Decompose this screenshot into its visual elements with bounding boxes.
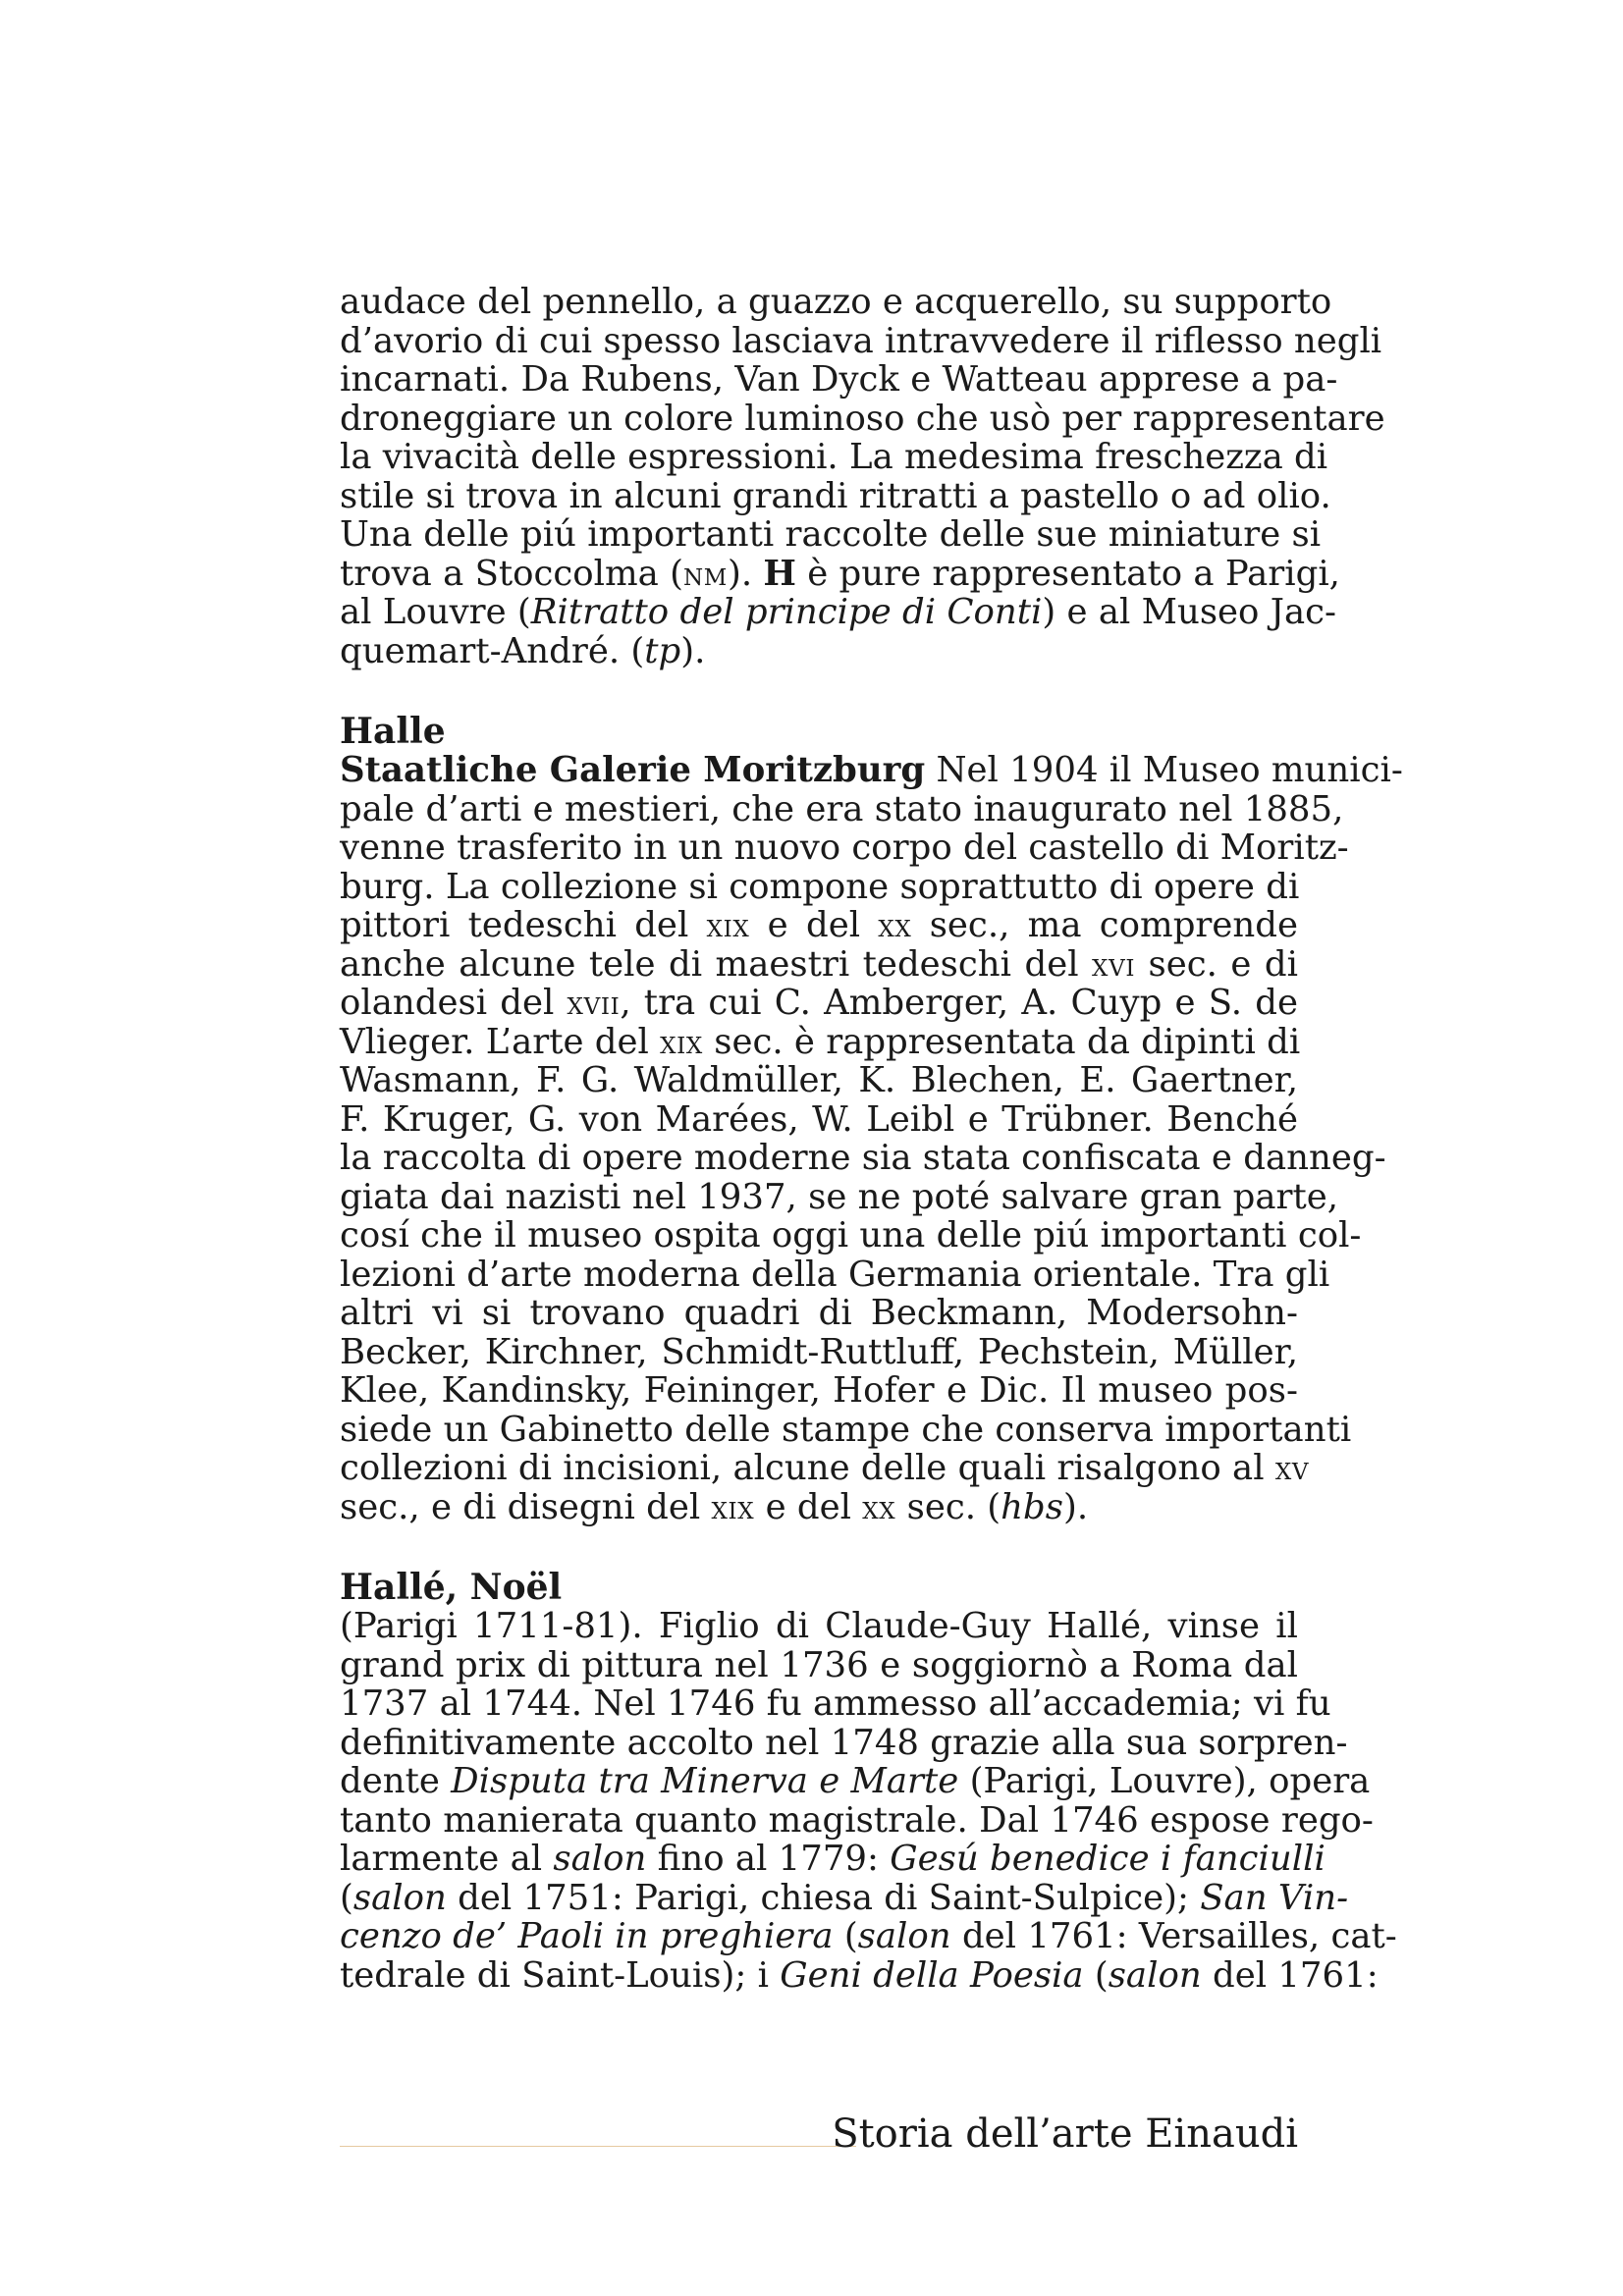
- text-line: [340, 320, 1382, 361]
- italic-text: salon: [857, 1916, 951, 1956]
- text-line: [340, 1916, 1397, 1956]
- text-line: [340, 868, 1298, 907]
- text-line: [340, 1100, 1298, 1140]
- text-run: e del: [754, 1486, 863, 1527]
- text-line: [340, 1333, 1298, 1372]
- text-run: (: [1083, 1954, 1109, 1996]
- text-run: Becker, Kirchner, Schmidt-Ruttluff, Pechstein, Müller,: [340, 1331, 1298, 1372]
- bold-text: H: [763, 553, 796, 594]
- text-run: grand prix di pittura nel 1736 e soggiornò a Roma dal: [340, 1644, 1298, 1685]
- text-line: [340, 945, 1298, 985]
- smallcaps-text: nm: [682, 555, 728, 593]
- text-run: Vlieger. L’arte del: [340, 1021, 661, 1062]
- text-line: [340, 1954, 1379, 1996]
- text-run: droneggiare un colore luminoso che usò per rappresentare: [340, 398, 1385, 439]
- smallcaps-text: xix: [660, 1023, 703, 1061]
- text-line: [340, 1138, 1386, 1178]
- text-run: del 1761: Versailles, cat-: [950, 1916, 1397, 1956]
- text-line: [340, 906, 1298, 945]
- footer-title: Storia dell’arte Einaudi: [832, 2111, 1298, 2157]
- footer-rule: [340, 2146, 856, 2147]
- text-run: Wasmann, F. G. Waldmüller, K. Blechen, E. Gaertner,: [340, 1060, 1298, 1100]
- italic-text: tp: [644, 630, 681, 671]
- italic-text: Geni della Poesia: [780, 1954, 1084, 1996]
- text-line: [340, 1683, 1331, 1724]
- text-run: la vivacità delle espressioni. La medesima freschezza di: [340, 437, 1328, 477]
- text-run: sec. è rappresentata da dipinti di: [702, 1021, 1301, 1062]
- smallcaps-text: xv: [1274, 1450, 1310, 1487]
- text-run: venne trasferito in un nuovo corpo del castello di Moritz-: [340, 828, 1349, 868]
- smallcaps-text: xx: [862, 1488, 896, 1526]
- section-halle-noel: [340, 1567, 1397, 1996]
- text-run: siede un Gabinetto delle stampe che conserva importanti: [340, 1409, 1352, 1450]
- text-line: [340, 1254, 1330, 1295]
- text-line: [340, 1176, 1339, 1217]
- italic-text: salon: [352, 1877, 447, 1918]
- text-run: sec., e di disegni del: [340, 1486, 712, 1527]
- page-footer: [340, 2109, 1298, 2167]
- text-run: (Parigi, Louvre), opera: [958, 1761, 1371, 1801]
- text-line: [340, 553, 1340, 594]
- text-line: [340, 1761, 1371, 1801]
- italic-text: Ritratto del principe di Conti: [530, 592, 1043, 632]
- text-run: e del: [749, 905, 879, 945]
- text-line: [340, 750, 1403, 790]
- text-line: [340, 1061, 1298, 1100]
- smallcaps-text: xvi: [1092, 945, 1136, 984]
- text-run: incarnati. Da Rubens, Van Dyck e Watteau apprese a pa-: [340, 359, 1338, 400]
- bold-text: Staatliche Galerie Moritzburg: [340, 750, 926, 790]
- text-line: [340, 1021, 1301, 1062]
- italic-text: salon: [553, 1839, 647, 1879]
- text-run: (: [833, 1916, 858, 1956]
- text-run: collezioni di incisioni, alcune delle quali risalgono al: [340, 1448, 1275, 1488]
- text-run: è pure rappresentato a Parigi,: [795, 553, 1340, 594]
- text-line: [340, 1839, 1325, 1879]
- italic-text: cenzo de’ Paoli in preghiera: [340, 1916, 834, 1956]
- text-line: [340, 1722, 1348, 1763]
- text-run: Klee, Kandinsky, Feininger, Hofer e Dic. Il museo pos-: [340, 1370, 1298, 1411]
- text-run: ).: [1062, 1486, 1089, 1527]
- page-body: [340, 282, 1403, 1996]
- italic-text: hbs: [1001, 1486, 1063, 1527]
- text-run: 1737 al 1744. Nel 1746 fu ammesso all’accademia; vi fu: [340, 1683, 1331, 1724]
- text-run: ) e al Museo Jac-: [1042, 592, 1336, 632]
- section-halle: [340, 711, 1403, 1527]
- text-run: burg. La collezione si compone soprattutto di opere di: [340, 866, 1300, 907]
- section-heading: Hallé, Noël: [340, 1567, 563, 1608]
- text-run: giata dai nazisti nel 1937, se ne poté salvare gran parte,: [340, 1176, 1339, 1217]
- text-line: [340, 828, 1349, 868]
- text-line: [340, 1646, 1298, 1685]
- italic-text: salon: [1108, 1954, 1202, 1996]
- text-line: [340, 592, 1336, 632]
- text-run: definitivamente accolto nel 1748 grazie alla sua sorpren-: [340, 1722, 1348, 1763]
- text-run: tedrale di Saint-Louis); i: [340, 1954, 781, 1996]
- smallcaps-text: xvii: [567, 985, 621, 1022]
- text-run: Nel 1904 il Museo munici-: [925, 750, 1403, 790]
- smallcaps-text: xix: [706, 907, 750, 944]
- text-line: [340, 1371, 1298, 1411]
- text-run: cosí che il museo ospita oggi una delle piú importanti col-: [340, 1215, 1362, 1255]
- text-run: anche alcune tele di maestri tedeschi del: [340, 943, 1093, 985]
- text-line: [340, 398, 1385, 439]
- text-run: ).: [680, 630, 706, 671]
- text-line: [340, 1877, 1349, 1918]
- text-line: [340, 1799, 1374, 1841]
- text-line: [340, 1294, 1298, 1333]
- text-run: del 1761:: [1201, 1954, 1379, 1996]
- text-run: tanto manierata quanto magistrale. Dal 1746 espose rego-: [340, 1799, 1374, 1841]
- text-run: (Parigi 1711-81). Figlio di Claude-Guy Hallé, vinse il: [340, 1606, 1298, 1646]
- text-line: [340, 1488, 1298, 1527]
- smallcaps-text: xx: [878, 907, 912, 944]
- text-run: pale d’arti e mestieri, che era stato inaugurato nel 1885,: [340, 788, 1344, 829]
- text-run: lezioni d’arte moderna della Germania orientale. Tra gli: [340, 1254, 1330, 1295]
- text-line: [340, 1448, 1310, 1488]
- text-run: sec. (: [895, 1486, 1001, 1527]
- italic-text: Gesú benedice i fanciulli: [890, 1839, 1325, 1879]
- text-run: (: [340, 1877, 353, 1918]
- text-run: Una delle piú importanti raccolte delle sue miniature si: [340, 514, 1322, 555]
- text-line: [340, 632, 1298, 671]
- text-run: dente: [340, 1761, 452, 1801]
- text-run: olandesi del: [340, 983, 568, 1023]
- italic-text: San Vin-: [1200, 1877, 1349, 1918]
- text-run: audace del pennello, a guazzo e acquerello, su supporto: [340, 282, 1332, 322]
- text-line: [340, 514, 1322, 555]
- text-run: la raccolta di opere moderne sia stata confiscata e danneg-: [340, 1138, 1386, 1178]
- text-run: sec. e di: [1135, 943, 1298, 985]
- text-run: quemart-André. (: [340, 630, 645, 671]
- text-run: F. Kruger, G. von Marées, W. Leibl e Trübner. Benché: [340, 1098, 1298, 1140]
- text-line: [340, 437, 1328, 477]
- text-run: fino al 1779:: [646, 1839, 891, 1879]
- text-run: del 1751: Parigi, chiesa di Saint-Sulpice);: [446, 1877, 1201, 1918]
- text-run: larmente al: [340, 1839, 554, 1879]
- text-run: , tra cui C. Amberger, A. Cuyp e S. de: [620, 983, 1298, 1023]
- text-run: d’avorio di cui spesso lasciava intravvedere il riflesso negli: [340, 320, 1382, 361]
- text-line: [340, 984, 1298, 1023]
- text-run: ).: [727, 553, 764, 594]
- text-line: [340, 282, 1332, 322]
- text-line: [340, 788, 1344, 829]
- section-intro-continuation: [340, 282, 1385, 671]
- text-run: stile si trova in alcuni grandi ritratti a pastello o ad olio.: [340, 475, 1331, 516]
- text-run: trova a Stoccolma (: [340, 553, 683, 594]
- text-line: [340, 1215, 1362, 1255]
- text-run: al Louvre (: [340, 592, 531, 632]
- text-run: pittori tedeschi del: [340, 905, 707, 945]
- text-line: [340, 1409, 1352, 1450]
- text-run: sec., ma comprende: [911, 905, 1299, 945]
- text-line: [340, 475, 1331, 516]
- text-run: altri vi si trovano quadri di Beckmann, Modersohn-: [340, 1293, 1298, 1333]
- italic-text: Disputa tra Minerva e Marte: [451, 1761, 959, 1801]
- smallcaps-text: xix: [711, 1488, 755, 1526]
- text-line: [340, 359, 1338, 400]
- text-line: [340, 1607, 1298, 1646]
- section-heading: Halle: [340, 711, 446, 752]
